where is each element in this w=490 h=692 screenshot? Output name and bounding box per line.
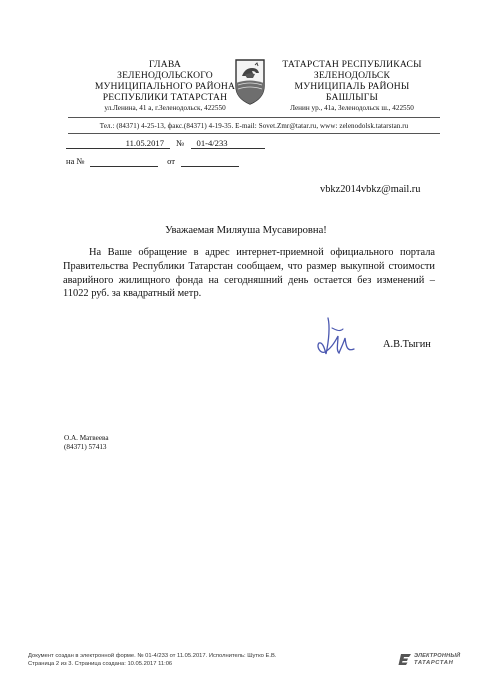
header-right <box>282 59 422 114</box>
salutation: Уважаемая Миляуша Мусавировна! <box>165 225 327 236</box>
header-left-line: ЗЕЛЕНОДОЛЬСКОГО <box>117 70 213 81</box>
header-left <box>70 59 260 114</box>
reg-row-outgoing <box>66 138 265 149</box>
logo-text-top: ЭЛЕКТРОННЫЙ <box>414 653 461 659</box>
reg-ot-blank <box>181 156 239 167</box>
signatory-name: А.В.Тыгин <box>383 339 431 350</box>
reg-na-label: на № <box>66 156 85 166</box>
reg-number-sign: № <box>176 138 185 148</box>
header-right-line: МУНИЦИПАЛЬ РАЙОНЫ <box>294 81 410 92</box>
header-right-line: ТАТАРСТАН РЕСПУБЛИКАСЫ <box>282 59 422 70</box>
reg-date: 11.05.2017 <box>66 138 170 149</box>
footer-line-2: Страница 2 из 3. Страница создана: 10.05.2017 11:06 <box>28 660 173 667</box>
coat-of-arms-emblem <box>233 56 267 106</box>
header-right-line: ЗЕЛЕНОДОЛЬСК <box>313 70 391 81</box>
electronic-tatarstan-logo <box>398 652 468 668</box>
header-left-line: ГЛАВА <box>149 59 181 70</box>
reg-number: 01-4/233 <box>191 138 265 149</box>
footer-info <box>28 653 276 668</box>
logo-text-bottom: ТАТАРСТАН <box>414 659 454 666</box>
header-right-address: Ленин ур., 41а, Зеленодольск ш., 422550 <box>290 104 414 112</box>
header-rule-top <box>68 117 440 118</box>
header-left-line: МУНИЦИПАЛЬНОГО РАЙОНА <box>94 81 236 92</box>
header-left-address: ул.Ленина, 41 а, г.Зеленодольск, 422550 <box>104 104 226 112</box>
executor-phone: (84371) 57413 <box>64 443 107 451</box>
reg-ot-label: от <box>167 156 176 166</box>
handwritten-signature <box>314 316 358 360</box>
header-rule-bottom <box>68 133 440 134</box>
reg-row-incoming <box>66 156 239 167</box>
reg-na-blank <box>90 156 158 167</box>
letter-body: На Ваше обращение в адрес интернет-приемной официального портала Правительства Республики Татарстан сообщаем, что размер выкупной стоимости аварийного жилищного фонда на сегодняшний день остается без изменений – 11022 руб. за квадратный метр. <box>63 247 435 300</box>
executor-block <box>64 434 109 452</box>
executor-name: О.А. Матвеева <box>64 434 109 442</box>
electronic-tatarstan-logo-icon <box>398 653 412 666</box>
recipient-email: vbkz2014vbkz@mail.ru <box>320 184 421 195</box>
header-contacts: Тел.: (84371) 4-25-13, факс.(84371) 4-19-35. E-mail: Sovet.Zmr@tatar.ru, www: zelenodolsk.tatarstan.ru <box>99 122 409 130</box>
header-right-line: БАШЛЫГЫ <box>325 92 379 103</box>
header-left-line: РЕСПУБЛИКИ ТАТАРСТАН <box>102 92 228 103</box>
footer-line-1: Документ создан в электронной форме. № 01-4/233 от 11.05.2017. Исполнитель: Шутко Е.В. <box>28 653 277 659</box>
